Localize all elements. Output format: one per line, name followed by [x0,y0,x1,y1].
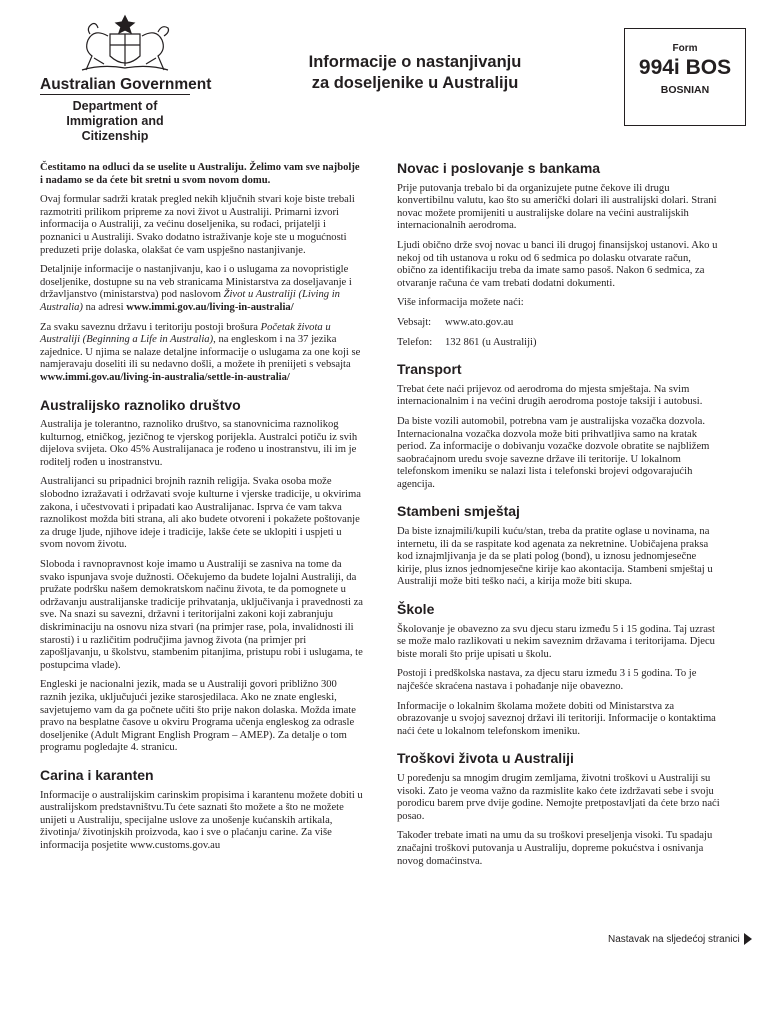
website-value: www.ato.gov.au [445,316,514,328]
continue-text: Nastavak na sljedećoj stranici [608,933,740,945]
web-link: www.immi.gov.au/living-in-australia/ [126,301,294,313]
intro-text: Čestitamo na odluci da se uselite u Australiju. Želimo vam sve najbolje i nadamo se da ćete bit sretni u svom novom domu. [40,162,360,186]
paragraph: Informacije o australijskim carinskim propisima i karantenu možete dobiti u australijskom predstavništvu.Tu ćete saznati što možete a što ne možete unijeti u Australiju, specijalne uslove za unošenje kućanskih artikala, životinja/ životinjskih proizvoda, kao i sve o plaćanju carine. Za više informacija posjetite www.customs.gov.au [40,789,363,851]
paragraph: Prije putovanja trebalo bi da organizujete putne čekove ili drugu konvertibilnu valutu, kao što su američki dolari ili australijski dolari. Strani novac možete promijeniti u australijske dolare na većini australijskih internacionalnih aerodroma. [397,182,717,232]
section-heading: Transport [397,361,462,378]
section-heading: Škole [397,601,435,618]
department-name: Department of Immigration and Citizenship [66,99,164,143]
document-title: Informacije o nastanjivanju za doseljenike u Australiju [308,53,522,92]
paragraph: Postoji i predškolska nastava, za djecu staru između 3 i 5 godina. To je najčešće skraćena nastava i pohađanje nije obavezno. [397,668,697,692]
paragraph: Također trebate imati na umu da su troškovi preseljenja visoki. Tu spadaju značajni troškovi putovanja u Australiju, dopreme pokućstva i osnivanja novog domaćinstva. [397,830,713,867]
arrow-right-icon [744,933,752,945]
paragraph: Informacije o lokalnim školama možete dobiti od Ministarstva za obrazovanje u svojoj saveznoj državi ili teritoriji. Informacije o kontaktima naći ćete u lokalnom telefonskom imeniku. [397,700,716,737]
paragraph: Ovaj formular sadrži kratak pregled nekih ključnih stvari koje biste trebali razmotriti prilikom pripreme za novi život u Australiji. Primarni izvori informacija o Australiji, za većinu doseljenika, su rođaci, prijatelji i poznanici u Australiji. Svako dodatno istraživanje koje ste u mogućnosti preduzeti prije dolaska, olakšat će vam uspješno nastanjivanje. [40,194,355,256]
left-column [40,162,365,860]
section-heading: Australijsko raznoliko društvo [40,396,241,413]
continue-note [608,933,752,945]
web-link: www.immi.gov.au/living-in-australia/settle-in-australia/ [40,371,290,383]
paragraph: Školovanje je obavezno za svu djecu staru između 5 i 15 godina. Taj uzrast se može malo razlikovati u nekim saveznim državama i teritorijama. Djecu biste morali što prije upisati u školu. [397,623,715,660]
form-label: Form [672,43,698,54]
paragraph: Ljudi obično drže svoj novac u banci ili drugoj finansijskoj ustanovi. Ako u nekoj od tih ustanova u roku od 6 sedmica po dolasku otvarate račun, obično za identifikaciju treba da imate samo pasoš. Nakon 6 sedmica, za otvaranje računa će vam trebati dodatni dokumenti. [397,239,718,289]
form-number: 994i BOS [638,56,732,79]
paragraph: U poređenju sa mnogim drugim zemljama, životni troškovi u Australiji su visoki. Zato je veoma važno da razmislite kako ćete izdržavati sebe i svoju porodicu barem prve dvije godine. Nemojte pretpostavljati da ćete brzo naći posao. [397,772,720,822]
section-heading: Troškovi života u Australiji [397,750,574,767]
contact-row: Telefon: 132 861 (u Australiji) [397,336,537,348]
form-box [624,28,746,126]
paragraph: Da biste vozili automobil, potrebna vam je australijska vozačka dozvola. Internacionalna vozačka dozvola može biti prihvatljiva samo na kratak period. Za informacije o dobivanju vozačke dozvole obratite se najbližem saobraćajnom uredu svoje savezne države ili teritorije. U lokalnom telefonskom imeniku se nalazi lista i telefonski brojevi odgovarajućih agencija. [397,415,710,490]
section-heading: Stambeni smještaj [397,503,520,520]
contact-row: Vebsajt: www.ato.gov.au [397,316,514,328]
paragraph: Engleski je nacionalni jezik, mada se u Australiji govori približno 300 raznih jezika, uključujući jezike starosjedilaca. Ako ne znate engleski, savjetujemo vam da ga počnete učiti što prije nakon dolaska. Možda imate pravo na besplatne časove u okviru Programa učenja engleskog za odrasle doseljenike (Adult Migrant English Program – AMEP). Za detalje o tom programu pogledajte 4. stranicu. [40,679,356,754]
section-heading: Novac i poslovanje s bankama [397,160,601,176]
paragraph: Za svaku saveznu državu i teritoriju postoji brošura Početak života u Australiji (Beginning a Life in Australia), na engleskom i na 37 jezika zajednice. U njima se nalaze detaljne informacije o uslugama za one koji se namjeravaju doseliti ili su nedavno došli, a možete ih preniijeti s vebsajta www.immi.gov.au/living-in-australia/settle-in-australia/ [40,321,361,383]
paragraph: Da biste iznajmili/kupili kuću/stan, treba da pratite oglase u novinama, na internetu, ili da se raspitate kod agenata za nekretnine. Uobičajena praksa kod iznajmljivanja je da se plati polog (bond), u iznosu jednomjesečne kirije, plus iznos jednomjesečne kirije kao akontacija. Stambeni smještaj u Australiji može biti teško naći, a kirija može biti skupa. [397,526,713,588]
paragraph: Trebat ćete naći prijevoz od aerodroma do mjesta smještaja. Na svim internacionalnim i na većini drugih aerodroma postoje taksiji i autobusi. [397,383,703,408]
paragraph: Detaljnije informacije o nastanjivanju, kao i o uslugama za novopristigle doseljenike, dostupne su na veb stranicama Ministarstva za doseljavanje i državljanstvo (ministarstva) pod naslovom Život u Australiji (Living in Australia) na adresi www.immi.gov.au/living-in-australia/ [40,264,352,313]
phone-value: 132 861 (u Australiji) [445,336,537,348]
paragraph: Više informacija možete naći: [397,297,524,309]
paragraph: Australija je tolerantno, raznoliko društvo, sa stanovnicima raznolikog kulturnog, etničkog, jezičnog te vjerskog porijekla. Australci potiču iz svih dijelova svijeta. Oko 45% Australijanaca je rođeno u inostranstvu, ili im je roditelj rođen u inostranstvu. [40,419,358,468]
government-name: Australian Government [40,76,212,93]
form-language: BOSNIAN [660,84,710,96]
right-column [397,162,722,875]
coat-of-arms-icon [70,14,180,76]
paragraph: Sloboda i ravnopravnost koje imamo u Australiji se zasniva na tome da svako ispunjava svoje dužnosti. Očekujemo da budete lojalni Australiji, da pružate podršku našem demokratskom načinu života, te da pomognete u održavanju australijanske tradicije prihvatanja, uključivanja i pravednosti za sve. Na snazi su savezni, državni i teritorijalni zakoni koji zabranjuju diskriminaciju na osnovu niza stvari (na primjer rase, pola, invalidnosti ili starosti) i u različitim područjima javnog života (na primjer pri zapošljavanju, u školstvu, stambenim pitanjima, pristupu robi i uslugama, te postupcima vlade). [40,559,363,671]
section-heading: Carina i karanten [40,766,154,783]
paragraph: Australijanci su pripadnici brojnih raznih religija. Svaka osoba može slobodno izražavati i održavati svoje kulturne i vjerske tradicije, u okvirima zakona, i učestvovati i pripadati kao Australijanac. Isprva će vam takva raznolikost možda biti strana, ali ako budete otvoreni i pokažete poštovanje za druge ljude, njihove ideje i tradicije, lakše ćete se uklopiti i uspjeti u svom novom životu. [40,476,361,551]
header-divider [40,94,190,95]
